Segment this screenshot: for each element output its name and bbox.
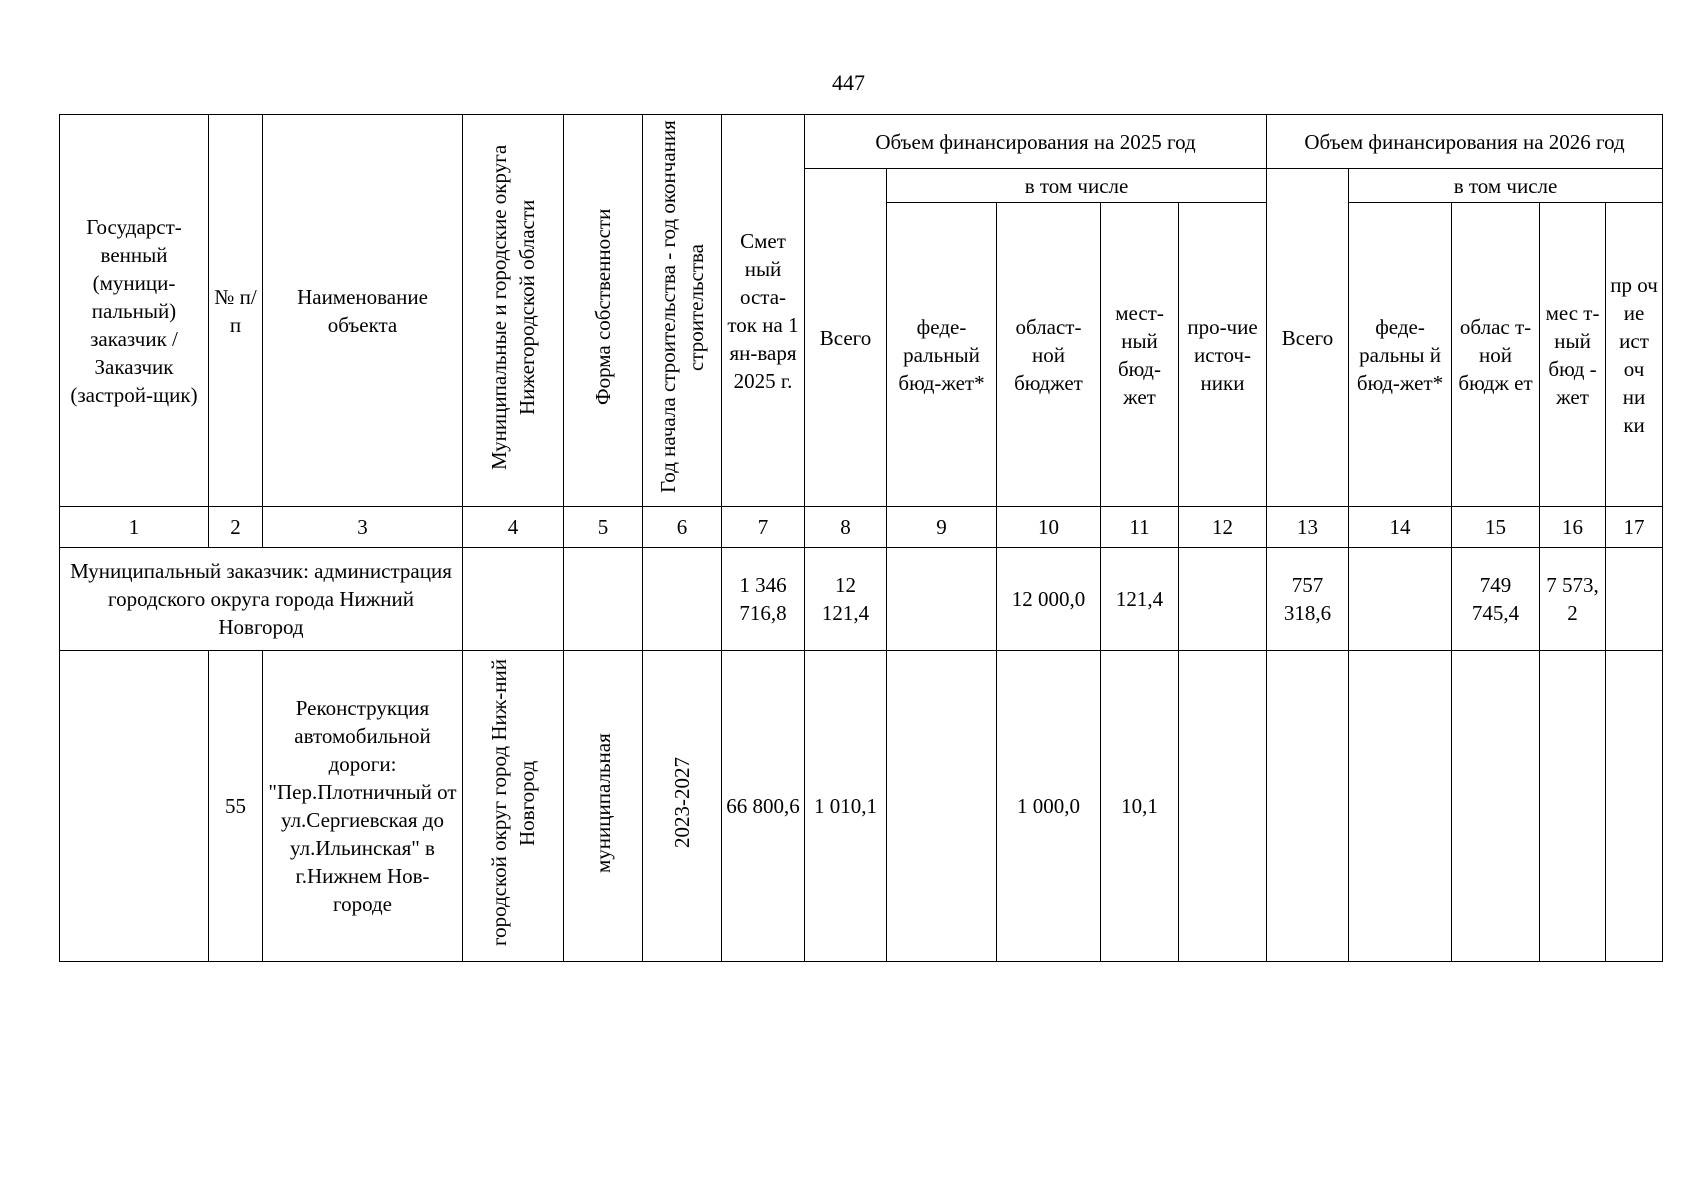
header-row-1 <box>60 115 1663 169</box>
header-total-2026: Всего <box>1267 169 1349 507</box>
group-other-2026 <box>1606 548 1663 651</box>
object-name: Реконструкция автомобильной дороги: "Пер.Плотничный от ул.Сергиевская до ул.Ильинская" в г.Нижнем Нов-городе <box>263 651 463 962</box>
object-other-2025 <box>1179 651 1267 962</box>
header-federal-2026: феде-ральны й бюд-жет* <box>1349 203 1452 507</box>
header-ownership <box>564 115 643 507</box>
group-local-2026: 7 573, 2 <box>1540 548 1606 651</box>
page-number: 447 <box>832 70 865 95</box>
group-row <box>60 548 1663 651</box>
header-municipality-text: Муниципальные и городские округа Нижегородской области <box>487 144 539 470</box>
column-number: 14 <box>1349 507 1452 548</box>
object-municipality <box>463 651 564 962</box>
construction-budget-table <box>59 114 1663 962</box>
column-number: 16 <box>1540 507 1606 548</box>
group-regional-2026: 749 745,4 <box>1452 548 1540 651</box>
object-ownership-text: муниципальная <box>591 732 615 873</box>
column-number: 1 <box>60 507 209 548</box>
column-number-row <box>60 507 1663 548</box>
object-local-2026 <box>1540 651 1606 962</box>
header-years <box>643 115 722 507</box>
column-number: 6 <box>643 507 722 548</box>
header-estimate-remainder: Смет ный оста-ток на 1 ян-варя 2025 г. <box>722 115 805 507</box>
column-number: 2 <box>209 507 263 548</box>
column-number: 5 <box>564 507 643 548</box>
group-federal-2026 <box>1349 548 1452 651</box>
object-regional-2025: 1 000,0 <box>997 651 1101 962</box>
header-customer: Государст-венный (муници-пальный) заказчик / Заказчик (застрой-щик) <box>60 115 209 507</box>
header-ownership-text: Форма собственности <box>591 208 615 406</box>
header-federal-2025: феде-ральный бюд-жет* <box>887 203 997 507</box>
group-remainder: 1 346 716,8 <box>722 548 805 651</box>
header-years-text: Год начала строительства - год окончания строительства <box>656 120 708 494</box>
object-federal-2025 <box>887 651 997 962</box>
column-number: 13 <box>1267 507 1349 548</box>
group-ownership <box>564 548 643 651</box>
header-other-2026: пр оч ие ист оч ни ки <box>1606 203 1663 507</box>
header-municipality <box>463 115 564 507</box>
group-other-2025 <box>1179 548 1267 651</box>
object-other-2026 <box>1606 651 1663 962</box>
header-local-2025: мест-ный бюд-жет <box>1101 203 1179 507</box>
object-total-2026 <box>1267 651 1349 962</box>
column-number: 11 <box>1101 507 1179 548</box>
header-funding-2025: Объем финансирования на 2025 год <box>805 115 1267 169</box>
header-funding-2026: Объем финансирования на 2026 год <box>1267 115 1663 169</box>
header-object-name: Наименование объекта <box>263 115 463 507</box>
column-number: 7 <box>722 507 805 548</box>
group-municipality <box>463 548 564 651</box>
column-number: 8 <box>805 507 887 548</box>
header-number: № п/п <box>209 115 263 507</box>
group-total-2025: 12 121,4 <box>805 548 887 651</box>
object-municipality-text: городской округ город Ниж-ний Новгород <box>487 659 539 946</box>
header-local-2026: мес т-ный бюд - жет <box>1540 203 1606 507</box>
object-total-2025: 1 010,1 <box>805 651 887 962</box>
group-federal-2025 <box>887 548 997 651</box>
header-including-2025: в том числе <box>887 169 1267 203</box>
column-number: 15 <box>1452 507 1540 548</box>
column-number: 12 <box>1179 507 1267 548</box>
column-number: 17 <box>1606 507 1663 548</box>
group-customer: Муниципальный заказчик: администрация городского округа города Нижний Новгород <box>60 548 463 651</box>
column-number: 3 <box>263 507 463 548</box>
object-customer <box>60 651 209 962</box>
group-total-2026: 757 318,6 <box>1267 548 1349 651</box>
header-regional-2025: област-ной бюджет <box>997 203 1101 507</box>
header-regional-2026: облас т-ной бюдж ет <box>1452 203 1540 507</box>
column-number: 4 <box>463 507 564 548</box>
object-federal-2026 <box>1349 651 1452 962</box>
header-including-2026: в том числе <box>1349 169 1663 203</box>
column-number: 9 <box>887 507 997 548</box>
group-regional-2025: 12 000,0 <box>997 548 1101 651</box>
object-ownership <box>564 651 643 962</box>
object-years-text: 2023-2027 <box>670 757 694 848</box>
column-number: 10 <box>997 507 1101 548</box>
object-regional-2026 <box>1452 651 1540 962</box>
object-row <box>60 651 1663 962</box>
group-local-2025: 121,4 <box>1101 548 1179 651</box>
group-years <box>643 548 722 651</box>
object-years <box>643 651 722 962</box>
object-remainder: 66 800,6 <box>722 651 805 962</box>
object-local-2025: 10,1 <box>1101 651 1179 962</box>
header-total-2025: Всего <box>805 169 887 507</box>
header-other-2025: про-чие источ-ники <box>1179 203 1267 507</box>
object-number: 55 <box>209 651 263 962</box>
